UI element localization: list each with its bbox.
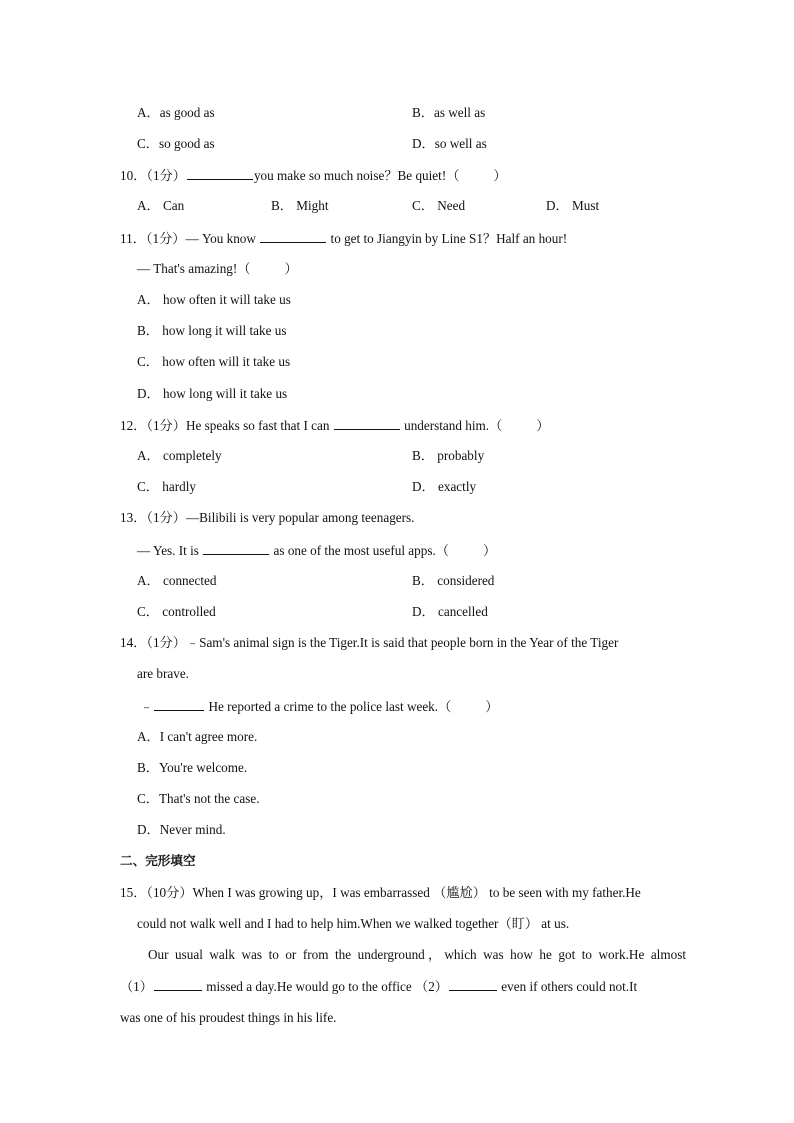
q14-option-c: C．That's not the case. (137, 791, 260, 806)
q13-stem: 13．（1分）—Bilibili is very popular among teenagers. (120, 510, 415, 525)
q10-option-c: C． Need (412, 198, 466, 213)
q12-option-d: D． exactly (412, 479, 477, 494)
question-number: 10．（1分） (120, 168, 186, 183)
q14-stem: 14．（1分）﹣Sam's animal sign is the Tiger.It is said that people born in the Year of the Tiger (120, 635, 619, 650)
q15-passage-line-4: （1） missed a day.He would go to the office （2） even if others could not.It (120, 979, 638, 994)
q12-option-c: C． hardly (137, 479, 196, 494)
q10-option-b: B． Might (271, 198, 329, 213)
cloze-blank-1 (154, 977, 202, 991)
q15-passage-line-1: 15．（10分）When I was growing up，I was embarrassed （尴尬） to be seen with my father.He (120, 885, 641, 900)
section-heading: 二、完形填空 (120, 853, 196, 868)
q15-passage-line-5: was one of his proudest things in his life. (120, 1010, 337, 1025)
q13-option-a: A． connected (137, 573, 217, 588)
q11-option-d: D． how long will it take us (137, 386, 288, 401)
q13-option-d: D． cancelled (412, 604, 488, 619)
q13-option-b: B． considered (412, 573, 495, 588)
q14-reply: ﹣ He reported a crime to the police last week.（ ） (140, 699, 499, 714)
q9-option-c: C．so good as (137, 136, 215, 151)
q10-option-d: D． Must (546, 198, 600, 213)
answer-blank (203, 541, 269, 555)
q11-option-a: A． how often it will take us (137, 292, 291, 307)
q13-option-c: C． controlled (137, 604, 216, 619)
q11-option-c: C． how often will it take us (137, 354, 291, 369)
question-number: 15．（10分） (120, 885, 193, 900)
q9-option-b: B．as well as (412, 105, 486, 120)
q12-option-b: B． probably (412, 448, 485, 463)
answer-blank (334, 416, 400, 430)
question-number: 11．（1分） (120, 231, 186, 246)
q14-option-b: B．You're welcome. (137, 760, 248, 775)
q11-reply: — That's amazing!（ ） (137, 261, 298, 276)
answer-blank (260, 229, 326, 243)
answer-blank (187, 166, 253, 180)
question-number: 14．（1分） (120, 635, 186, 650)
q11-option-b: B． how long it will take us (137, 323, 287, 338)
q13-reply: — Yes. It is as one of the most useful apps.（ ） (137, 543, 497, 558)
q14-option-a: A．I can't agree more. (137, 729, 258, 744)
question-number: 12．（1分） (120, 418, 186, 433)
q10-stem: 10．（1分） you make so much noise？Be quiet!（ ） (120, 168, 507, 183)
q9-option-d: D．so well as (412, 136, 487, 151)
q10-option-a: A． Can (137, 198, 185, 213)
q11-stem: 11．（1分）— You know to get to Jiangyin by Line S1？Half an hour! (120, 231, 568, 246)
answer-blank (154, 697, 204, 711)
q12-stem: 12．（1分）He speaks so fast that I can understand him.（ ） (120, 418, 550, 433)
q9-option-a: A．as good as (137, 105, 215, 120)
q15-passage-line-3: Our usual walk was to or from the underground，which was how he got to work.He almost (148, 947, 686, 962)
question-number: 13．（1分） (120, 510, 186, 525)
q12-option-a: A． completely (137, 448, 222, 463)
q14-stem-continued: are brave. (137, 666, 189, 681)
q15-passage-line-2: could not walk well and I had to help him.When we walked together（盯） at us. (137, 916, 570, 931)
q14-option-d: D．Never mind. (137, 822, 226, 837)
cloze-blank-2 (449, 977, 497, 991)
